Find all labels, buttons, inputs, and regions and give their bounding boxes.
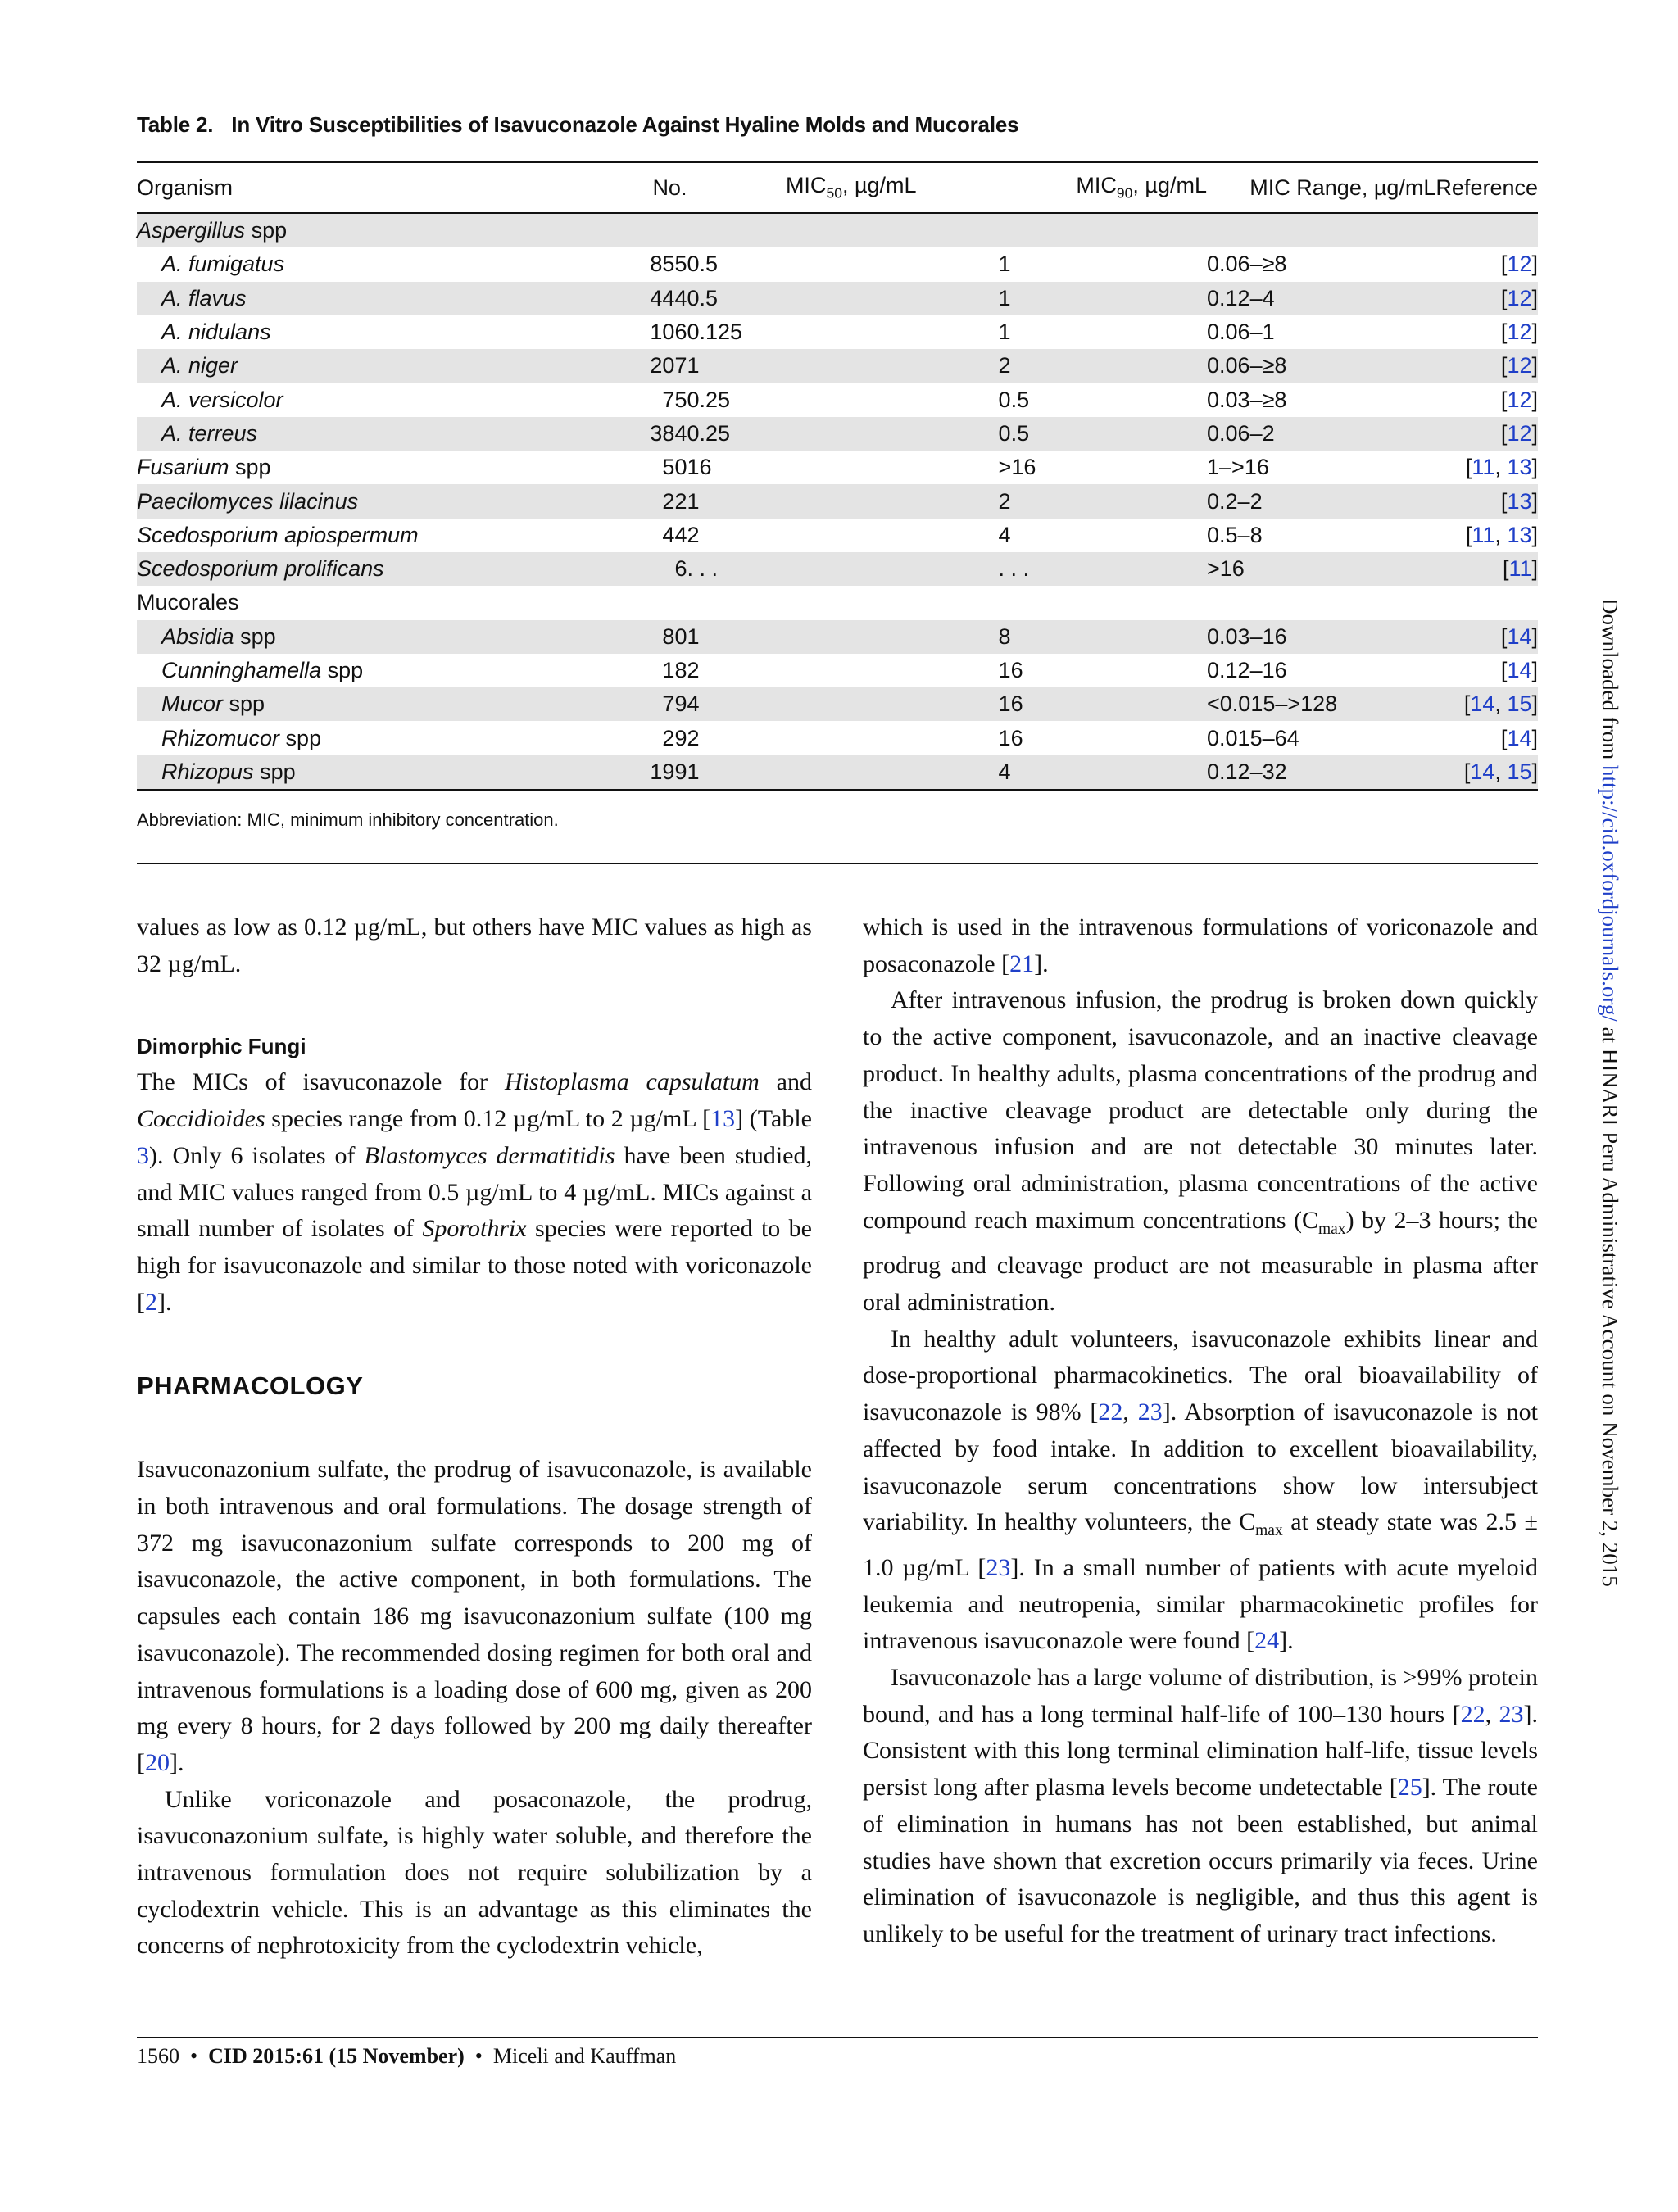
organism-cell: Aspergillus spp: [137, 213, 492, 247]
mic90-cell: 1: [998, 252, 1011, 277]
journal-citation: CID 2015:61 (15 November): [208, 2044, 465, 2068]
organism-cell: Fusarium spp: [137, 455, 271, 480]
table-row: [137, 519, 1538, 552]
citation-link[interactable]: 12: [1507, 252, 1532, 277]
isolate-count-cell: 384: [492, 417, 687, 451]
mic50-cell: 16: [687, 455, 712, 480]
reference-cell: [11, 13]: [1465, 455, 1538, 480]
isolate-count-cell: 50: [662, 455, 687, 480]
isolate-count-cell: 207: [492, 349, 687, 383]
citation-link[interactable]: 22: [1460, 1700, 1485, 1728]
mic90-cell: 4: [998, 522, 1011, 547]
table-row: [137, 484, 1538, 518]
header-mic50: $MIC_{50}$, µg/mL: [687, 163, 998, 213]
susceptibility-table-wrapper: [137, 161, 1538, 791]
citation-link[interactable]: 14: [1470, 691, 1495, 717]
mic90-cell: 16: [998, 658, 1023, 682]
reference-cell: [1435, 213, 1538, 247]
table-row: [137, 417, 1538, 451]
mic90-cell: 0.5: [999, 417, 1207, 451]
citation-link[interactable]: 14: [1507, 658, 1532, 682]
citation-link[interactable]: 15: [1507, 691, 1532, 717]
organism-cell: A. flavus: [137, 282, 492, 315]
header-no: No.: [492, 163, 687, 213]
mic90-cell: 8: [999, 620, 1207, 654]
table-row: [137, 552, 1538, 586]
citation-link[interactable]: 12: [1507, 320, 1532, 345]
mic50-cell: 2: [687, 725, 700, 750]
organism-cell: Cunninghamella spp: [161, 658, 364, 682]
organism-cell: Rhizopus spp: [137, 755, 492, 790]
reference-cell: [14, 15]: [1435, 755, 1538, 790]
table-abbreviation-note: Abbreviation: MIC, minimum inhibitory concentration.: [137, 809, 559, 830]
isolate-count-cell: 106: [650, 320, 687, 345]
paragraph: Isavuconazole has a large volume of distribution, is >99% protein bound, and has a long terminal half-life of 100–130 hours [22, 23]. Consistent with this long terminal elimination half-life, tissue levels persist long after plasma levels become undetectable [25]. The route of elimination in humans has not been established, but animal studies have shown that excretion occurs primarily via feces. Urine elimination of isavuconazole is negligible, and thus this agent is unlikely to be useful for the treatment of urinary tract infections.: [863, 1664, 1539, 1947]
table-ref-link[interactable]: 3: [137, 1141, 149, 1169]
paragraph: Isavuconazonium sulfate, the prodrug of isavuconazole, is available in both intravenous and oral formulations. The dosage strength of 372 mg isavuconazonium sulfate corresponds to 200 mg of isavuconazole, the active component, in both formulations. The capsules each contain 186 mg isavuconazonium sulfate (100 mg isavuconazole). The recommended dosing regimen for both oral and intravenous formulations is a loading dose of 600 mg, given as 200 mg every 8 hours, for 2 days followed by 200 mg daily thereafter [20].: [137, 1456, 812, 1776]
mic50-cell: 2: [687, 658, 700, 682]
paragraph: which is used in the intravenous formulations of voriconazole and posaconazole [21].: [863, 913, 1538, 977]
organism-cell: Absidia spp: [137, 620, 492, 654]
subheading-dimorphic-fungi: Dimorphic Fungi: [137, 1034, 306, 1059]
citation-link[interactable]: 11: [1472, 455, 1495, 480]
mic-range-cell: 0.03–16: [1207, 620, 1435, 654]
citation-link[interactable]: 21: [1009, 950, 1035, 977]
mic-range-cell: 0.2–2: [1207, 484, 1435, 518]
mic-range-cell: 0.12–16: [1207, 658, 1287, 682]
paragraph: values as low as 0.12 µg/mL, but others have MIC values as high as 32 µg/mL.: [137, 913, 812, 977]
table-row: [137, 213, 1538, 247]
citation-link[interactable]: 13: [710, 1105, 736, 1133]
mic50-cell: 0.5: [687, 252, 719, 277]
organism-cell: A. versicolor: [161, 387, 283, 412]
organism-cell: Mucor spp: [137, 687, 492, 721]
reference-cell: [1435, 586, 1538, 619]
mic90-cell: 16: [999, 687, 1207, 721]
mic-range-cell: [1207, 213, 1435, 247]
header-mic90: $MIC_{90}$, µg/mL: [999, 163, 1207, 213]
mic-range-cell: 1–>16: [1207, 455, 1269, 480]
mic50-cell: 4: [687, 687, 998, 721]
page-number: 1560: [137, 2044, 179, 2068]
mic-range-cell: 0.06–1: [1207, 320, 1275, 345]
mic-range-cell: 0.03–≥8: [1207, 387, 1287, 412]
isolate-count-cell: 22: [492, 484, 687, 518]
citation-link[interactable]: 23: [1137, 1398, 1163, 1426]
mic50-cell: 1: [687, 755, 998, 790]
mic-range-cell: >16: [1207, 552, 1435, 586]
header-organism: Organism: [137, 163, 492, 213]
mic90-cell: 4: [999, 755, 1207, 790]
reference-cell: [14]: [1435, 620, 1538, 654]
isolate-count-cell: 44: [662, 522, 687, 547]
mic-range-cell: 0.12–32: [1207, 755, 1435, 790]
mic50-cell: [687, 586, 998, 619]
table-header-row: [137, 163, 1538, 213]
reference-cell: [12]: [1500, 252, 1538, 277]
organism-cell: Scedosporium apiospermum: [137, 522, 419, 547]
citation-link[interactable]: 20: [145, 1748, 170, 1776]
organism-cell: Scedosporium prolificans: [137, 552, 492, 586]
table-row: [137, 383, 1538, 416]
table-row: [137, 586, 1538, 619]
right-column: [863, 909, 1538, 1953]
mic50-cell: [687, 213, 998, 247]
reference-cell: [12]: [1500, 387, 1538, 412]
reference-cell: [12]: [1435, 349, 1538, 383]
mic90-cell: 16: [998, 725, 1023, 750]
table-row: [137, 282, 1538, 315]
header-mic-range: MIC Range, µg/mL: [1207, 163, 1435, 213]
mic90-cell: >16: [998, 455, 1036, 480]
bullet: •: [190, 2044, 198, 2068]
table-title: In Vitro Susceptibilities of Isavuconazole Against Hyaline Molds and Mucorales: [231, 112, 1019, 137]
mic90-cell: 1: [999, 282, 1207, 315]
isolate-count-cell: 855: [650, 252, 687, 277]
reference-cell: [13]: [1435, 484, 1538, 518]
mic-range-cell: 0.12–4: [1207, 282, 1435, 315]
isolate-count-cell: 79: [492, 687, 687, 721]
reference-cell: [14]: [1500, 725, 1538, 750]
mic90-cell: [999, 213, 1207, 247]
paragraph: Unlike voriconazole and posaconazole, the prodrug, isavuconazonium sulfate, is highly water soluble, and therefore the intravenous formulation does not require solubilization by a cyclodextrin vehicle. This is an advantage as this eliminates the concerns of nephrotoxicity from the cyclodextrin vehicle,: [137, 1785, 812, 1960]
citation-link[interactable]: 12: [1507, 420, 1532, 446]
mic-range-cell: <0.015–>128: [1207, 687, 1435, 721]
journal-url-link[interactable]: http://cid.oxfordjournals.org/: [1598, 764, 1622, 1022]
bullet: •: [474, 2044, 483, 2068]
header-reference: Reference: [1435, 163, 1538, 213]
citation-link[interactable]: 14: [1470, 759, 1495, 784]
mic50-cell: 0.25: [687, 417, 998, 451]
citation-link[interactable]: 22: [1098, 1398, 1123, 1426]
citation-link[interactable]: 12: [1507, 353, 1532, 378]
organism-cell: Paecilomyces lilacinus: [137, 484, 492, 518]
reference-cell: [14, 15]: [1435, 687, 1538, 721]
organism-cell: A. nidulans: [161, 320, 271, 345]
table-row: [137, 620, 1538, 654]
citation-link[interactable]: 12: [1507, 387, 1532, 412]
table-row: [137, 451, 1538, 484]
table-row: [137, 247, 1538, 281]
mic50-cell: 1: [687, 349, 998, 383]
table-body: [137, 213, 1538, 790]
paragraph: In healthy adult volunteers, isavuconazole exhibits linear and dose-proportional pharmacokinetics. The oral bioavailability of isavuconazole is 98% [22, 23]. Absorption of isavuconazole is not affected by food intake. In addition to excellent bioavailability, isavuconazole serum concentrations show low intersubject variability. In healthy volunteers, the $C_{max}$ at steady state was 2.5 ± 1.0 µg/mL [23]. In a small number of patients with acute myeloid leukemia and neutropenia, similar pharmacokinetic profiles for intravenous isavuconazole were found [24].: [863, 1325, 1539, 1655]
paragraph: The MICs of isavuconazole for Histoplasma capsulatum and Coccidioides species range from 0.12 µg/mL to 2 µg/mL [13] (Table 3). Only 6 isolates of Blastomyces dermatitidis have been studied, and MIC values ranged from 0.5 µg/mL to 4 µg/mL. MICs against a small number of isolates of Sporothrix species were reported to be high for isavuconazole and similar to those noted with voriconazole [2].: [137, 1068, 812, 1316]
table-row: [137, 721, 1538, 755]
section-heading-pharmacology: PHARMACOLOGY: [137, 1371, 364, 1401]
isolate-count-cell: 18: [662, 658, 687, 682]
organism-cell: Rhizomucor spp: [161, 725, 322, 750]
reference-cell: [12]: [1435, 417, 1538, 451]
citation-link[interactable]: 23: [986, 1553, 1011, 1581]
mic90-cell: 2: [999, 349, 1207, 383]
citation-link[interactable]: 14: [1507, 725, 1532, 750]
left-column: [137, 909, 812, 1965]
table-row: [137, 755, 1538, 790]
table-row: [137, 349, 1538, 383]
organism-cell: A. niger: [137, 349, 492, 383]
table-bottom-rule: [137, 863, 1538, 864]
isolate-count-cell: 75: [662, 387, 687, 412]
citation-link[interactable]: 12: [1507, 285, 1532, 310]
mic50-cell: 1: [687, 620, 998, 654]
paragraph: After intravenous infusion, the prodrug is broken down quickly to the active component, isavuconazole, and an inactive cleavage product. In healthy adults, plasma concentrations of the prodrug and the inactive cleavage product are detectable only during the intravenous infusion and are not detectable 30 minutes later. Following oral administration, plasma concentrations of the active compound reach maximum concentrations $(C_{max})$ by 2–3 hours; the prodrug and cleavage product are not measurable in plasma after oral administration.: [863, 986, 1538, 1317]
organism-cell: A. terreus: [137, 417, 492, 451]
citation-link[interactable]: 13: [1507, 522, 1532, 547]
page-footer: [137, 2044, 676, 2069]
mic50-cell: 0.125: [687, 320, 743, 345]
mic-range-cell: 0.06–2: [1207, 417, 1435, 451]
citation-link[interactable]: 14: [1507, 623, 1532, 649]
citation-link[interactable]: 25: [1397, 1774, 1422, 1802]
citation-link[interactable]: 11: [1472, 522, 1495, 547]
isolate-count-cell: 444: [492, 282, 687, 315]
isolate-count-cell: 6: [492, 552, 687, 586]
mic90-cell: 2: [999, 484, 1207, 518]
download-side-note: Downloaded from http://cid.oxfordjournals.org/ at HINARI Peru Administrative Account on November 2, 2015: [1598, 598, 1622, 1587]
table-row: [137, 315, 1538, 349]
mic-range-cell: 0.06–≥8: [1207, 252, 1287, 277]
citation-link[interactable]: 13: [1507, 455, 1532, 480]
organism-cell: Mucorales: [137, 590, 239, 615]
reference-cell: [12]: [1500, 320, 1538, 345]
mic90-cell: . . .: [999, 552, 1207, 586]
isolate-count-cell: 80: [492, 620, 687, 654]
citation-link[interactable]: 15: [1507, 759, 1532, 784]
mic50-cell: 0.25: [687, 387, 731, 412]
mic-range-cell: 0.015–64: [1207, 725, 1299, 750]
mic50-cell: 0.5: [687, 282, 998, 315]
mic-range-cell: [1207, 586, 1435, 619]
mic50-cell: 2: [687, 522, 700, 547]
citation-link[interactable]: 13: [1507, 488, 1532, 514]
isolate-count-cell: 199: [492, 755, 687, 790]
mic90-cell: [999, 586, 1207, 619]
citation-link[interactable]: 24: [1254, 1627, 1280, 1655]
reference-cell: [12]: [1435, 282, 1538, 315]
table-row: [137, 654, 1538, 687]
mic90-cell: 0.5: [998, 387, 1030, 412]
isolate-count-cell: [492, 213, 687, 247]
citation-link[interactable]: 2: [145, 1288, 157, 1316]
mic50-cell: 1: [687, 484, 998, 518]
mic90-cell: 1: [998, 320, 1011, 345]
isolate-count-cell: 29: [662, 725, 687, 750]
mic-range-cell: 0.5–8: [1207, 522, 1263, 547]
reference-cell: [11]: [1435, 552, 1538, 586]
mic50-cell: . . .: [687, 552, 998, 586]
isolate-count-cell: [492, 586, 687, 619]
reference-cell: [11, 13]: [1465, 522, 1538, 547]
footer-rule: [137, 2037, 1538, 2038]
citation-link[interactable]: 23: [1499, 1700, 1524, 1728]
organism-cell: A. fumigatus: [161, 252, 285, 277]
citation-link[interactable]: 11: [1508, 556, 1532, 582]
table-caption: [137, 112, 1538, 138]
authors: Miceli and Kauffman: [492, 2044, 677, 2068]
susceptibility-table: [137, 163, 1538, 791]
reference-cell: [14]: [1500, 658, 1538, 682]
mic-range-cell: 0.06–≥8: [1207, 349, 1435, 383]
table-row: [137, 687, 1538, 721]
table-label: Table 2.: [137, 112, 214, 137]
